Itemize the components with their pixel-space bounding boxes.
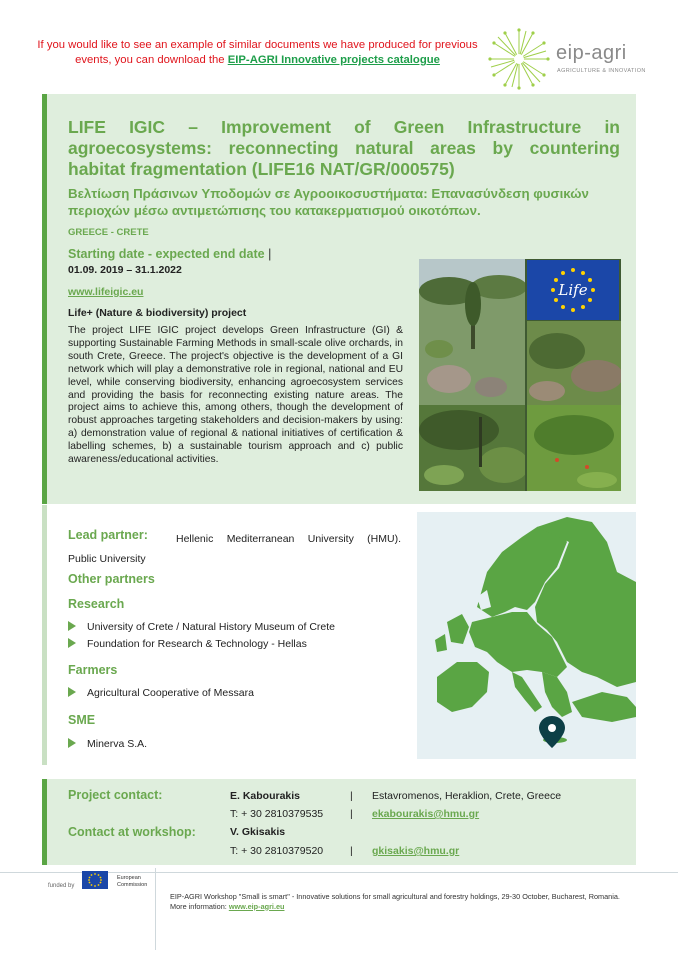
ec-label-line1: European <box>117 875 141 881</box>
eip-agri-website-link[interactable]: www.eip-agri.eu <box>228 901 285 911</box>
research-item <box>68 621 335 633</box>
project-website-link[interactable]: www.lifeigic.eu <box>68 286 144 298</box>
eu-life-logo <box>527 260 619 320</box>
bullet-triangle-icon <box>68 687 76 697</box>
research-heading: Research <box>68 597 125 611</box>
funded-by-label: funded by <box>48 883 75 889</box>
footer-text <box>170 892 650 911</box>
workshop-contact-name: V. Gkisakis <box>230 826 286 838</box>
eu-life-label: Life <box>558 281 588 299</box>
sme-item-label: Minerva S.A. <box>87 738 148 750</box>
workshop-contact-label: Contact at workshop: <box>68 825 196 839</box>
other-partners-heading: Other partners <box>68 572 155 586</box>
dates-separator: | <box>268 247 272 261</box>
eu-stars-icon <box>527 260 619 320</box>
footer-more-info <box>170 902 650 912</box>
project-program: Life+ (Nature & biodiversity) project <box>68 307 247 319</box>
separator: | <box>350 845 353 857</box>
logo-name: eip-agri <box>556 42 627 64</box>
sme-heading: SME <box>68 713 96 727</box>
project-description: The project LIFE IGIC project develops Green Infrastructure (GI) & supporting Sustainable Farming Methods in small-scale olive orchards, in south Crete, Greece. The project's objective is the development of a GI network which will play a demonstrative role in regional, national and EU level, while conserving biodiversity, enhancing agroecosystem services and providing the basis for reconnecting existing nature areas. The project aims to achieve this, among others, though the development of robust approaches targeting stakeholders and decision-makers by using: a) demonstration value of regional & national initiatives of certification & labelling schemes, b) a sustainable tourism approach and c) public awareness/educational activities. <box>68 325 403 466</box>
ec-flag-icon <box>82 871 108 889</box>
bullet-triangle-icon <box>68 621 76 631</box>
lead-partner-text: Hellenic Mediterranean University (HMU). Public University <box>68 533 401 565</box>
green-meadow-photo <box>527 405 621 491</box>
lead-partner-label: Lead partner: <box>68 528 148 542</box>
project-contact-email-link[interactable]: ekabourakis@hmu.gr <box>372 808 480 820</box>
dates-value: 01.09. 2019 – 31.1.2022 <box>68 264 182 276</box>
sme-item <box>68 738 147 750</box>
logo-tagline: AGRICULTURE & INNOVATION <box>557 68 646 74</box>
ec-label <box>117 875 147 889</box>
project-title-greek: Βελτίωση Πράσινων Υποδομών σε Αγροοικοσυστήματα: Επανασύνδεση φυσικών περιοχών μέσω αντιμετώπισης του κατακερματισμού οικοτόπων. <box>68 186 589 218</box>
research-item-label: Foundation for Research & Technology - Hellas <box>87 638 307 650</box>
footer-workshop-text: EIP-AGRI Workshop "Small is smart" - Innovative solutions for small agricultural and forestry holdings, 29-30 October, Bucharest, Romania. <box>170 892 620 901</box>
project-contact-label: Project contact: <box>68 788 163 802</box>
research-item-label: University of Crete / Natural History Museum of Crete <box>87 621 335 633</box>
project-contact-name: E. Kabourakis <box>230 790 301 802</box>
project-contact-phone: T: + 30 2810379535 <box>230 808 324 820</box>
stone-wall-photo <box>419 405 525 491</box>
catalogue-link[interactable]: EIP-AGRI Innovative projects catalogue <box>227 54 440 66</box>
rocky-ground-photo <box>527 321 621 405</box>
farmers-item-label: Agricultural Cooperative of Messara <box>87 687 254 699</box>
top-note <box>30 38 485 68</box>
bullet-triangle-icon <box>68 738 76 748</box>
footer-vertical-divider <box>155 868 156 950</box>
farmers-heading: Farmers <box>68 663 118 677</box>
farmers-item <box>68 687 254 699</box>
ec-label-line2: Commission <box>117 882 148 888</box>
project-title: LIFE IGIC – Improvement of Green Infrastructure in agroecosystems: reconnecting natural areas by countering habitat fragmentation (LIFE16 NAT/GR/000575) <box>68 117 620 179</box>
eip-agri-logo-icon <box>488 28 550 90</box>
workshop-contact-phone: T: + 30 2810379520 <box>230 845 324 857</box>
separator: | <box>350 808 353 820</box>
research-item <box>68 638 307 650</box>
separator: | <box>350 790 353 802</box>
top-note-text: If you would like to see an example of similar documents we have produced for previous events, you can download the <box>37 39 478 66</box>
dates-label-text: Starting date - expected end date <box>68 247 265 261</box>
more-info-label: More information: <box>170 901 229 911</box>
olive-grove-photo <box>419 259 525 405</box>
europe-map <box>417 512 636 759</box>
project-contact-address: Estavromenos, Heraklion, Crete, Greece <box>372 790 562 802</box>
workshop-contact-email-link[interactable]: gkisakis@hmu.gr <box>372 845 460 857</box>
project-country: GREECE - CRETE <box>68 227 149 238</box>
dates-label <box>68 247 271 261</box>
bullet-triangle-icon <box>68 638 76 648</box>
